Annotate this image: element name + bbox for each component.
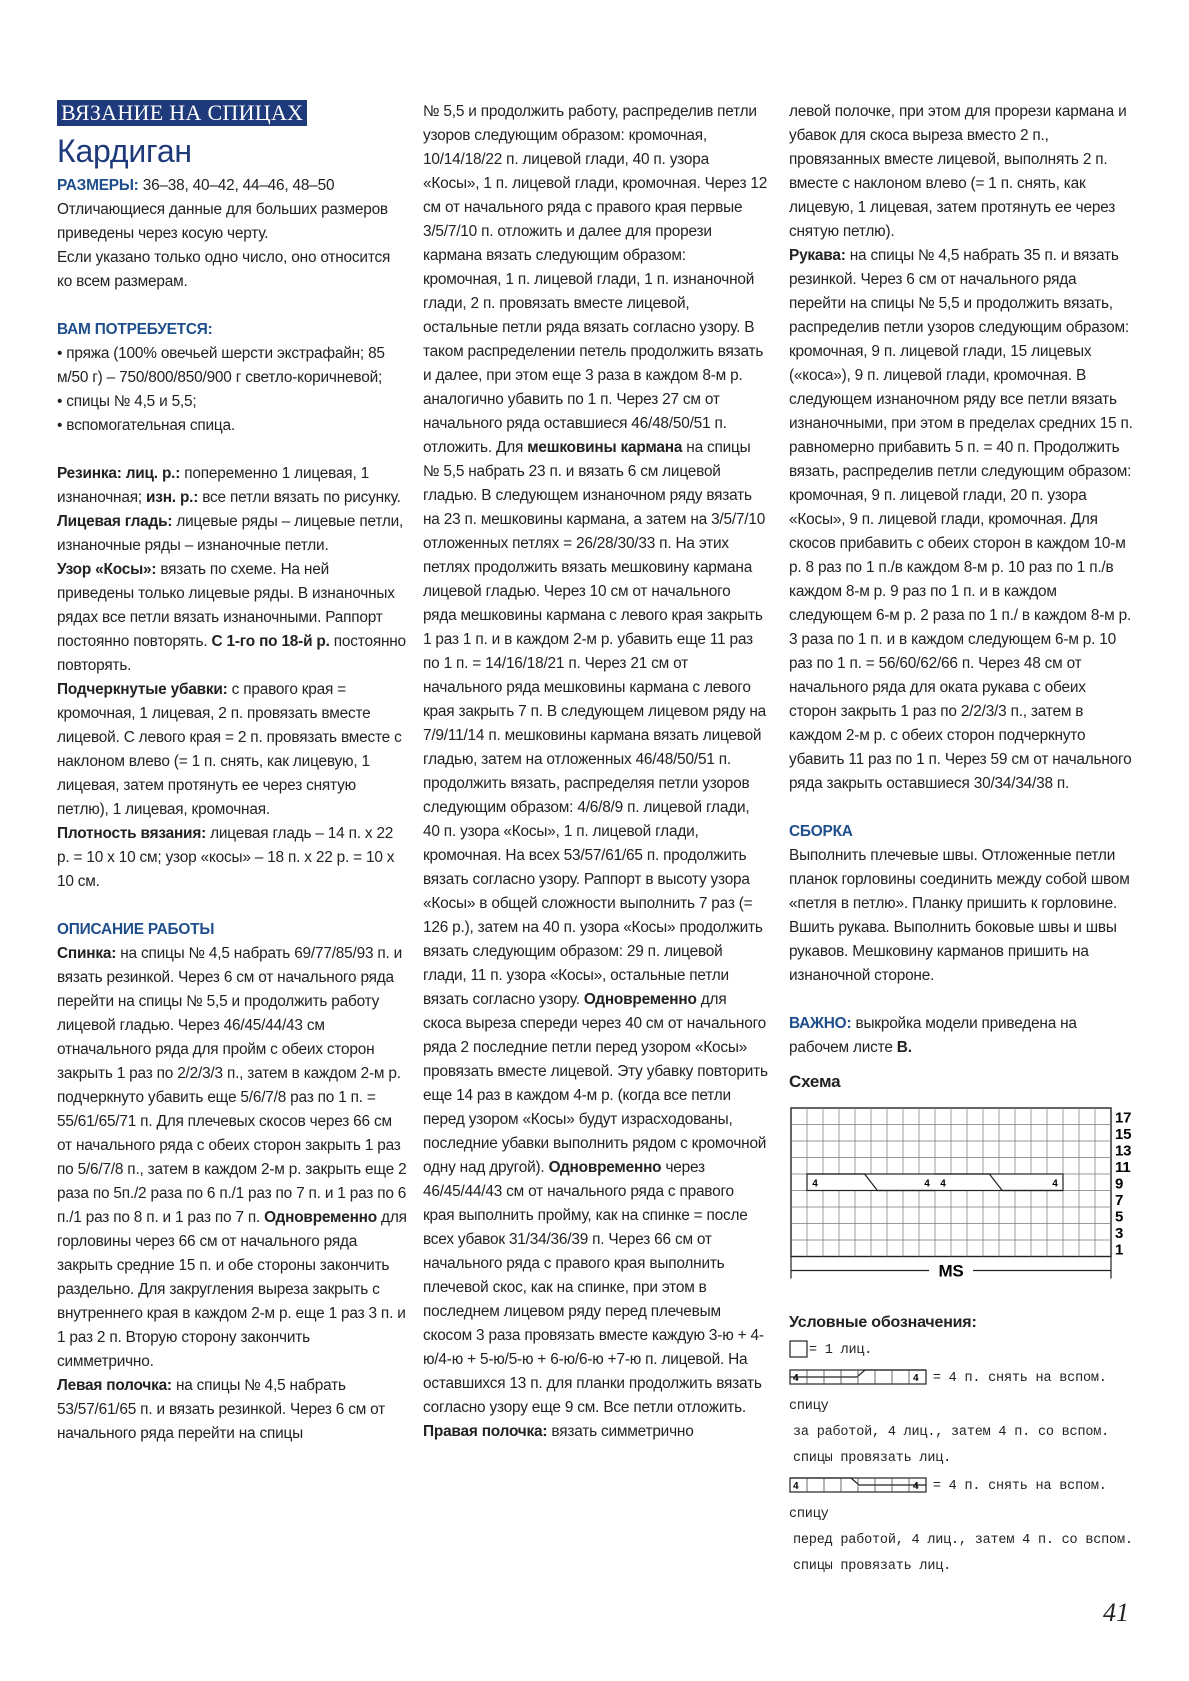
- stockinette-paragraph: Лицевая гладь: лицевые ряды – лицевые петли, изнаночные ряды – изнаночные петли.: [57, 513, 404, 554]
- row-number: 13: [1115, 1142, 1132, 1160]
- section-label: ВЯЗАНИЕ НА СПИЦАХ: [57, 100, 407, 128]
- page-number: 41: [1103, 1598, 1129, 1627]
- cable-paragraph: Узор «Косы»: вязать по схеме. На ней приведены только лицевые ряды. В изнаночных рядах все петли вязать изнаночными. Раппорт постоянно повторять. С 1-го по 18-й р. постоянно повторять.: [57, 561, 406, 674]
- materials-item: • спицы № 4,5 и 5,5;: [57, 393, 197, 410]
- right-front-continued: левой полочке, при этом для прорези кармана и убавок для скоса выреза вместо 2 п., провязанных вместе лицевой, выполнять 2 п. вместе с наклоном влево (= 1 п. снять, как лицевую, 1 лицевая, затем протянуть ее через снятую петлю).: [789, 103, 1127, 240]
- row-number: 15: [1115, 1126, 1132, 1143]
- cable-front-symbol-icon: [789, 1476, 929, 1494]
- assembly-heading: СБОРКА: [789, 823, 853, 840]
- knitting-chart: [789, 1100, 1159, 1300]
- page-title: Кардиган: [57, 133, 192, 169]
- legend-item-cable-back: 4 4 = 4 п. снять на вспом. спицу: [789, 1364, 1134, 1420]
- row-number: 7: [1115, 1192, 1124, 1209]
- scheme-title: Схема: [789, 1072, 841, 1091]
- legend-item-cable-front: 4 4 = 4 п. снять на вспом. спицу: [789, 1472, 1134, 1528]
- row-number: 1: [1115, 1241, 1124, 1259]
- left-front-paragraph: Левая полочка: на спицы № 4,5 набрать 53/57/61/65 п. и вязать резинкой. Через 6 см от начального ряда перейти на спицы: [57, 1377, 386, 1442]
- sizes-note-2: Если указано только одно число, оно относится ко всем размерам.: [57, 249, 391, 290]
- sleeves-paragraph: Рукава: на спицы № 4,5 набрать 35 п. и вязать резинкой. Через 6 см от начального ряда перейти на спицы № 5,5 и продолжить вязать, распределив петли узоров следующим образом: кромочная, 9 п. лицевой глади, 15 лицевых («коса»), 9 п. лицевой глади, кромочная. В следующем изнаночном ряду все петли вязать изнаночными, при этом в пределах средних 15 п. равномерно прибавить 5 п. = 40 п. Продолжить вязать, распределив петли следующим образом: кромочная, 9 п. лицевой глади, 20 п. узора «Косы», 9 п. лицевой глади, кромочная. Для скосов прибавить с обеих сторон в каждом 10-м р. 8 раз по 1 п./в каждом 8-м р. 10 раз по 1 п./в каждом 8-м р. 9 раз по 1 п. и в каждом следующем 6-м р. 2 раза по 1 п./ в каждом 8-м р. 3 раза по 1 п. и в каждом следующем 6-м р. 10 раз по 1 п. = 56/60/62/66 п. Через 48 см от начального ряда для оката рукава с обеих сторон закрыть 1 раз по 2/2/3/3 п., затем в каждом 2-м р. с обеих сторон подчеркнуто убавить 11 раз по 1 п. Через 59 см от начального ряда закрыть оставшиеся 30/34/34/38 п.: [789, 247, 1133, 792]
- ms-label: MS: [938, 1261, 964, 1281]
- column-1: [57, 100, 407, 1446]
- row-number: 5: [1115, 1208, 1124, 1226]
- legend-item-cable-front-desc: перед работой, 4 лиц., затем 4 п. со вспом. спицы провязать лиц.: [793, 1533, 1133, 1574]
- materials-item: • вспомогательная спица.: [57, 417, 235, 434]
- legend-box-label: 4: [913, 1481, 919, 1493]
- legend-box-label: 4: [793, 1373, 799, 1385]
- cable-mark-label: 4: [1052, 1178, 1058, 1190]
- important-paragraph: ВАЖНО: выкройка модели приведена на рабочем листе В.: [789, 1015, 1077, 1056]
- legend-box-label: 4: [913, 1373, 919, 1385]
- assembly-paragraph: Выполнить плечевые швы. Отложенные петли планок горловины соединить между собой швом «петля в петлю». Планку пришить к горловине. Вшить рукава. Выполнить боковые швы и швы рукавов. Мешковину карманов пришить на изнаночной стороне.: [789, 847, 1130, 984]
- row-number: 11: [1115, 1159, 1131, 1176]
- cable-back-symbol-icon: [789, 1368, 929, 1386]
- decrease-paragraph: Подчеркнутые убавки: с правого края = кромочная, 1 лицевая, 2 п. провязать вместе лицевой. С левого края = 2 п. провязать вместе с наклоном влево (= 1 п. снять, как лицевую, 1 лицевая, затем протянуть ее через снятую петлю), 1 лицевая, кромочная.: [57, 681, 402, 818]
- sizes-note-1: Отличающиеся данные для больших размеров приведены через косую черту.: [57, 201, 388, 242]
- legend-item-cable-back-desc: за работой, 4 лиц., затем 4 п. со вспом. спицы провязать лиц.: [793, 1425, 1110, 1466]
- work-heading: ОПИСАНИЕ РАБОТЫ: [57, 921, 215, 938]
- row-number: 17: [1115, 1109, 1132, 1127]
- gauge-paragraph: Плотность вязания: лицевая гладь – 14 п. х 22 р. = 10 х 10 см; узор «косы» – 18 п. х 22 р. = 10 х 10 см.: [57, 825, 395, 890]
- cable-mark-label: 4: [812, 1178, 818, 1190]
- row-number: 3: [1115, 1225, 1124, 1242]
- cable-symbol: [807, 1174, 1063, 1191]
- chart-grid: [789, 1100, 1159, 1300]
- knit-symbol-icon: [789, 1340, 809, 1358]
- legend-title: Условные обозначения:: [789, 1314, 977, 1331]
- rib-paragraph: Резинка: лиц. р.: попеременно 1 лицевая, 1 изнаночная; изн. р.: все петли вязать по рисунку.: [57, 465, 401, 506]
- row-number: 9: [1115, 1175, 1124, 1193]
- materials-item: • пряжа (100% овечьей шерсти экстрафайн; 85 м/50 г) – 750/800/850/900 г светло-коричневой;: [57, 345, 385, 386]
- legend-box-label: 4: [793, 1481, 799, 1493]
- sizes-paragraph: РАЗМЕРЫ: 36–38, 40–42, 44–46, 48–50: [57, 177, 335, 194]
- materials-heading: ВАМ ПОТРЕБУЕТСЯ:: [57, 321, 213, 338]
- right-front-paragraph: Правая полочка: вязать симметрично: [423, 1423, 694, 1440]
- back-paragraph: Спинка: на спицы № 4,5 набрать 69/77/85/93 п. и вязать резинкой. Через 6 см от начального ряда перейти на спицы № 5,5 и продолжить работу лицевой гладью. Через 46/45/44/43 см отначального ряда для пройм с обеих сторон закрыть 1 раз по 2/2/3/3 п., затем в каждом 2-м р. подчеркнуто убавить еще 5/6/7/8 раз по 1 п. = 55/61/65/71 п. Для плечевых скосов через 66 см от начального ряда с обеих сторон закрыть 1 раз по 5/6/7/8 п., затем в каждом 2-м р. закрыть еще 2 раза по 5п./2 раза по 6 п./1 раз по 7 п. и 1 раз по 6 п./1 раз по 8 п. и 1 раз по 7 п. Одновременно для горловины через 66 см от начального ряда закрыть средние 15 п. и обе стороны закончить раздельно. Для закругления выреза закрыть с внутреннего края в каждом 2-м р. еще 1 раз 3 п. и 1 раз 2 п. Вторую сторону закончить симметрично.: [57, 945, 407, 1370]
- column-3: [789, 100, 1134, 1580]
- column-2: [423, 100, 768, 1444]
- cable-mark-label: 4: [940, 1178, 946, 1190]
- legend-item-knit: = 1 лиц.: [789, 1336, 1134, 1364]
- cable-mark-label: 4: [924, 1178, 930, 1190]
- left-front-continued: № 5,5 и продолжить работу, распределив петли узоров следующим образом: кромочная, 10/14/18/22 п. лицевой глади, 40 п. узора «Косы», 1 п. лицевой глади, кромочная. Через 12 см от начального ряда с правого края первые 3/5/7/10 п. отложить и далее для прорези кармана вязать следующим образом: кромочная, 1 п. лицевой глади, 1 п. изнаночной глади, 2 п. провязать вместе лицевой, остальные петли ряда вязать согласно узору. В таком распределении петель продолжить вязать и далее, при этом еще 3 раза в каждом 8-м р. аналогично убавить по 1 п. Через 27 см от начального ряда оставшиеся 46/48/50/51 п. отложить. Для мешковины кармана на спицы № 5,5 набрать 23 п. и вязать 6 см лицевой гладью. В следующем изнаночном ряду вязать на 23 п. мешковины кармана, а затем на 3/5/7/10 отложенных петлях = 26/28/30/33 п. На этих петлях продолжить вязать мешковину кармана лицевой гладью. Через 10 см от начального ряда мешковины кармана с левого края закрыть 1 раз 1 п. и в каждом 2-м р. убавить еще 11 раз по 1 п. = 14/16/18/21 п. Через 21 см от начального ряда мешковины кармана с левого края закрыть 7 п. В следующем лицевом ряду на 7/9/11/14 п. мешковины кармана вязать лицевой гладью, затем на отложенных 46/48/50/51 п. продолжить вязать, распределяя петли узоров следующим образом: 4/6/8/9 п. лицевой глади, 40 п. узора «Косы», 1 п. лицевой глади, кромочная. На всех 53/57/61/65 п. продолжить вязать согласно узору. Раппорт в высоту узора «Косы» в общей сложности выполнить 7 раз (= 126 р.), затем на 40 п. узора «Косы» продолжить вязать следующим образом: 29 п. лицевой глади, 11 п. узора «Косы», остальные петли вязать согласно узору. Одновременно для скоса выреза спереди через 40 см от начального ряда 2 последние петли перед узором «Косы» провязать вместе лицевой. Эту убавку повторить еще 14 раз в каждом 4-м р. (когда все петли перед узором «Косы» будут израсходованы, последние убавки выполнить рядом с кромочной одну над другой). Одновременно через 46/45/44/43 см от начального ряда с правого края выполнить пройму, как на спинке = после всех убавок 31/34/36/39 п. Через 66 см от начального ряда с правого края выполнить плечевой скос, как на спинке, при этом в последнем лицевом ряду перед плечевым скосом 3 раза провязать вместе каждую 3-ю + 4-ю/4-ю + 5-ю/5-ю + 6-ю/6-ю +7-ю п. лицевой. На оставшихся 13 п. для планки продолжить вязать согласно узору еще 9 см. Все петли отложить.: [423, 103, 768, 1416]
- legend: [789, 1310, 1134, 1580]
